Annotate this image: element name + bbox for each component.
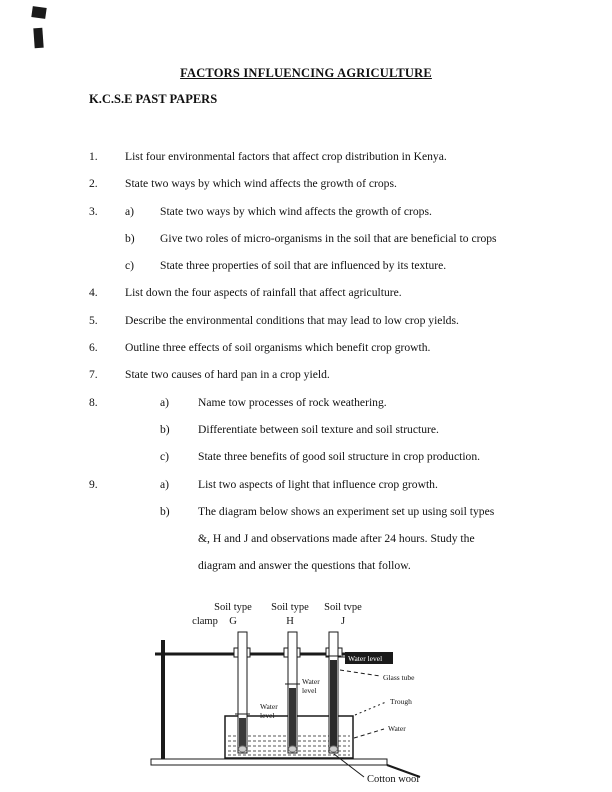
cotton-wool-plug: [239, 746, 247, 752]
cotton-wool-plug: [330, 746, 338, 752]
indent-spacer: [125, 416, 160, 443]
glass-tube-label: Glass tube: [383, 673, 415, 682]
water-level-top-label: Water level: [348, 654, 383, 663]
question-number: [89, 552, 125, 579]
question-text: Outline three effects of soil organisms which benefit crop growth.: [125, 341, 431, 355]
question-number: 5.: [89, 313, 98, 327]
question-text: The diagram below shows an experiment set up using soil types: [198, 504, 495, 518]
soil-column-j: [330, 660, 337, 751]
question-row: [89, 389, 592, 416]
leader-line: [340, 670, 380, 676]
question-row: [89, 498, 592, 525]
cotton-wool-plug: [289, 746, 297, 752]
question-text: State two ways by which wind affects the growth of crops.: [160, 204, 432, 218]
question-row: [89, 552, 592, 579]
question-text: State three properties of soil that are influenced by its texture.: [160, 259, 447, 273]
experiment-figure: [150, 596, 460, 792]
question-row: [89, 143, 592, 170]
indent-spacer: [125, 498, 160, 525]
soil-type-h-label: Soil type: [271, 602, 309, 613]
water-level-g-label: level: [260, 711, 275, 720]
question-number: [89, 443, 125, 470]
part-letter: a): [160, 477, 170, 491]
question-text: Give two roles of micro-organisms in the soil that are beneficial to crops: [160, 231, 497, 245]
question-row: [89, 334, 592, 361]
question-number: [89, 525, 125, 552]
question-row: [89, 471, 592, 498]
clamp-label: clamp: [192, 616, 218, 627]
question-text: Differentiate between soil texture and soil structure.: [198, 422, 439, 436]
trough-label: Trough: [390, 697, 412, 706]
indent-spacer: [125, 389, 160, 416]
question-text: State two ways by which wind affects the growth of crops.: [125, 177, 397, 191]
experiment-diagram: [150, 596, 460, 792]
question-number: 7.: [89, 368, 98, 382]
question-row: [89, 252, 592, 279]
part-letter: [160, 525, 198, 552]
soil-type-g-letter: G: [229, 616, 237, 627]
question-number: 9.: [89, 477, 98, 491]
part-letter: a): [125, 204, 135, 218]
water-level-g-label: Water: [260, 702, 278, 711]
water-level-h-label: Water: [302, 677, 320, 686]
question-text: State three benefits of good soil structure in crop production.: [198, 450, 481, 464]
leader-line: [354, 729, 384, 738]
soil-type-h-letter: H: [286, 616, 294, 627]
question-text: State two causes of hard pan in a crop yield.: [125, 368, 330, 382]
question-number: 4.: [89, 286, 98, 300]
question-text: diagram and answer the questions that follow.: [198, 559, 411, 573]
indent-spacer: [125, 552, 160, 579]
question-row: [89, 225, 592, 252]
question-row: [89, 361, 592, 388]
question-number: 6.: [89, 341, 98, 355]
question-number: [89, 252, 125, 279]
question-row: [89, 416, 592, 443]
question-row: [89, 170, 592, 197]
soil-column-h: [289, 688, 296, 751]
scan-artifact: [31, 6, 46, 19]
soil-type-j-letter: J: [340, 616, 346, 627]
part-letter: b): [160, 422, 170, 436]
question-row: [89, 443, 592, 470]
question-text: &, H and J and observations made after 24 hours. Study the: [198, 532, 475, 546]
question-text: Describe the environmental conditions that may lead to low crop yields.: [125, 313, 459, 327]
indent-spacer: [125, 525, 160, 552]
leader-line: [355, 702, 386, 715]
question-number: 3.: [89, 204, 98, 218]
part-letter: b): [160, 504, 170, 518]
stand-base: [151, 759, 387, 765]
question-number: [89, 225, 125, 252]
soil-type-j-label: Soil tvpe: [324, 602, 362, 613]
part-letter: c): [125, 259, 135, 273]
water-label: Water: [388, 724, 406, 733]
indent-spacer: [125, 471, 160, 498]
section-heading: K.C.S.E PAST PAPERS: [89, 92, 218, 106]
question-row: [89, 307, 592, 334]
part-letter: [160, 552, 198, 579]
question-text: List down the four aspects of rainfall that affect agriculture.: [125, 286, 402, 300]
water-level-h-label: level: [302, 686, 317, 695]
question-row: [89, 279, 592, 306]
question-number: 8.: [89, 395, 98, 409]
question-text: Name tow processes of rock weathering.: [198, 395, 387, 409]
scan-artifact: [33, 28, 43, 49]
question-number: [89, 416, 125, 443]
question-text: List four environmental factors that affect crop distribution in Kenya.: [125, 150, 447, 163]
indent-spacer: [125, 443, 160, 470]
question-text: List two aspects of light that influence crop growth.: [198, 477, 438, 491]
part-letter: a): [160, 395, 170, 409]
cotton-wool-label: Cotton wool: [367, 774, 420, 785]
question-row: [89, 525, 592, 552]
question-number: 1.: [89, 150, 98, 163]
soil-type-g-label: Soil type: [214, 602, 252, 613]
question-row: [89, 198, 592, 225]
question-number: 2.: [89, 177, 98, 191]
page-title: FACTORS INFLUENCING AGRICULTURE: [180, 66, 432, 80]
question-list: [89, 143, 592, 580]
question-number: [89, 498, 125, 525]
part-letter: c): [160, 450, 170, 464]
part-letter: b): [125, 231, 135, 245]
